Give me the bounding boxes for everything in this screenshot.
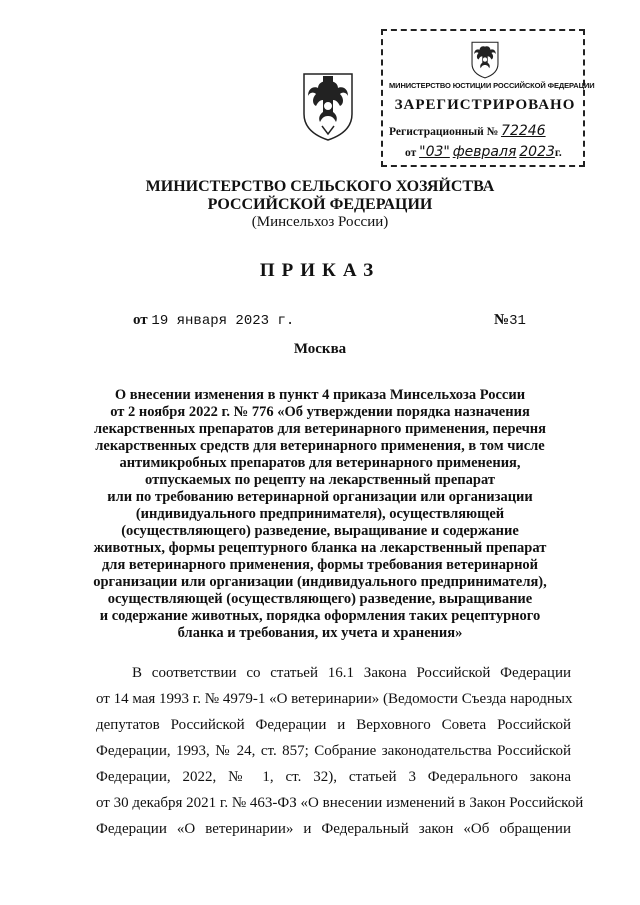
subject-line: или по требованию ветеринарной организации или организации: [107, 489, 533, 505]
stamp-registered: ЗАРЕГИСТРИРОВАНО: [394, 97, 576, 113]
subject-line: от 2 ноября 2022 г. № 776 «Об утверждении порядка назначения: [110, 404, 530, 420]
stamp-date: [405, 144, 562, 160]
stamp-reg-number: 72246: [501, 123, 546, 139]
registration-stamp: [381, 29, 595, 167]
subject-line: и содержание животных, порядка оформления таких рецептурного: [99, 608, 541, 624]
body-line: от 14 мая 1993 г. № 4979-1 «О ветеринарии» (Ведомости Съезда народных: [96, 691, 573, 707]
order-number-label: №: [494, 312, 510, 328]
stamp-date-month: февраля: [452, 144, 517, 160]
subject-line: бланка и требования, их учета и хранения»: [177, 625, 463, 641]
city: Москва: [293, 341, 347, 357]
stamp-date-suffix: г.: [554, 147, 562, 159]
ministry-name-line2: РОССИЙСКОЙ ФЕДЕРАЦИИ: [207, 196, 433, 213]
stamp-emblem: [467, 39, 503, 79]
order-date-value: 19 января 2023 г.: [151, 313, 295, 329]
body-line: депутатов Российской Федерации и Верховного Совета Российской: [96, 717, 571, 733]
subject-line: организации или организации (индивидуального предпринимателя),: [93, 574, 547, 590]
stamp-date-year: 2023: [519, 144, 555, 160]
subject-line: лекарственных препаратов для ветеринарного применения, перечня: [94, 421, 546, 437]
stamp-ministry: МИНИСТЕРСТВО ЮСТИЦИИ РОССИЙСКОЙ ФЕДЕРАЦИИ: [389, 81, 595, 90]
stamp-date-prefix: от: [405, 147, 417, 159]
subject-line: лекарственных средств для ветеринарного применения, в том числе: [95, 438, 545, 454]
stamp-reg-label: Регистрационный №: [389, 126, 499, 138]
ministry-name-line1: МИНИСТЕРСТВО СЕЛЬСКОГО ХОЗЯЙСТВА: [145, 178, 495, 195]
order-date-prefix: от: [133, 312, 148, 328]
body-line: Федерации «О ветеринарии» и Федеральный закон «Об обращении: [96, 821, 571, 837]
order-number-value: 31: [509, 313, 526, 329]
body-line: от 30 декабря 2021 г. № 463-ФЗ «О внесении изменений в Закон Российской: [96, 795, 584, 811]
document-title: ПРИКАЗ: [259, 260, 381, 281]
stamp-registration-number: [389, 123, 546, 139]
stamp-date-day: "03": [419, 144, 450, 160]
body-line: В соответствии со статьей 16.1 Закона Российской Федерации: [132, 665, 571, 681]
ministry-short-name: (Минсельхоз России): [251, 214, 389, 230]
order-date: [133, 312, 294, 329]
subject-line: осуществляющей (осуществляющего) разведение, выращивание: [107, 591, 533, 607]
subject-line: для ветеринарного применения, формы требования ветеринарной: [101, 557, 539, 573]
subject-line: О внесении изменения в пункт 4 приказа Минсельхоза России: [114, 387, 526, 403]
body-line: Федерации, 2022, № 1, ст. 32), статьей 3 Федерального закона: [96, 769, 571, 785]
body-line: Федерации, 1993, № 24, ст. 857; Собрание законодательства Российской: [96, 743, 571, 759]
subject-line: антимикробных препаратов для ветеринарного применения,: [119, 455, 521, 471]
coat-of-arms-emblem: [296, 68, 360, 142]
order-number: [494, 312, 526, 329]
subject-line: (осуществляющего) разведение, выращивание и содержание: [121, 523, 519, 539]
subject-line: отпускаемых по рецепту на лекарственный препарат: [145, 472, 495, 488]
subject-line: животных, формы рецептурного бланка на лекарственный препарат: [93, 540, 547, 556]
subject-line: (индивидуального предпринимателя), осуществляющей: [135, 506, 505, 522]
